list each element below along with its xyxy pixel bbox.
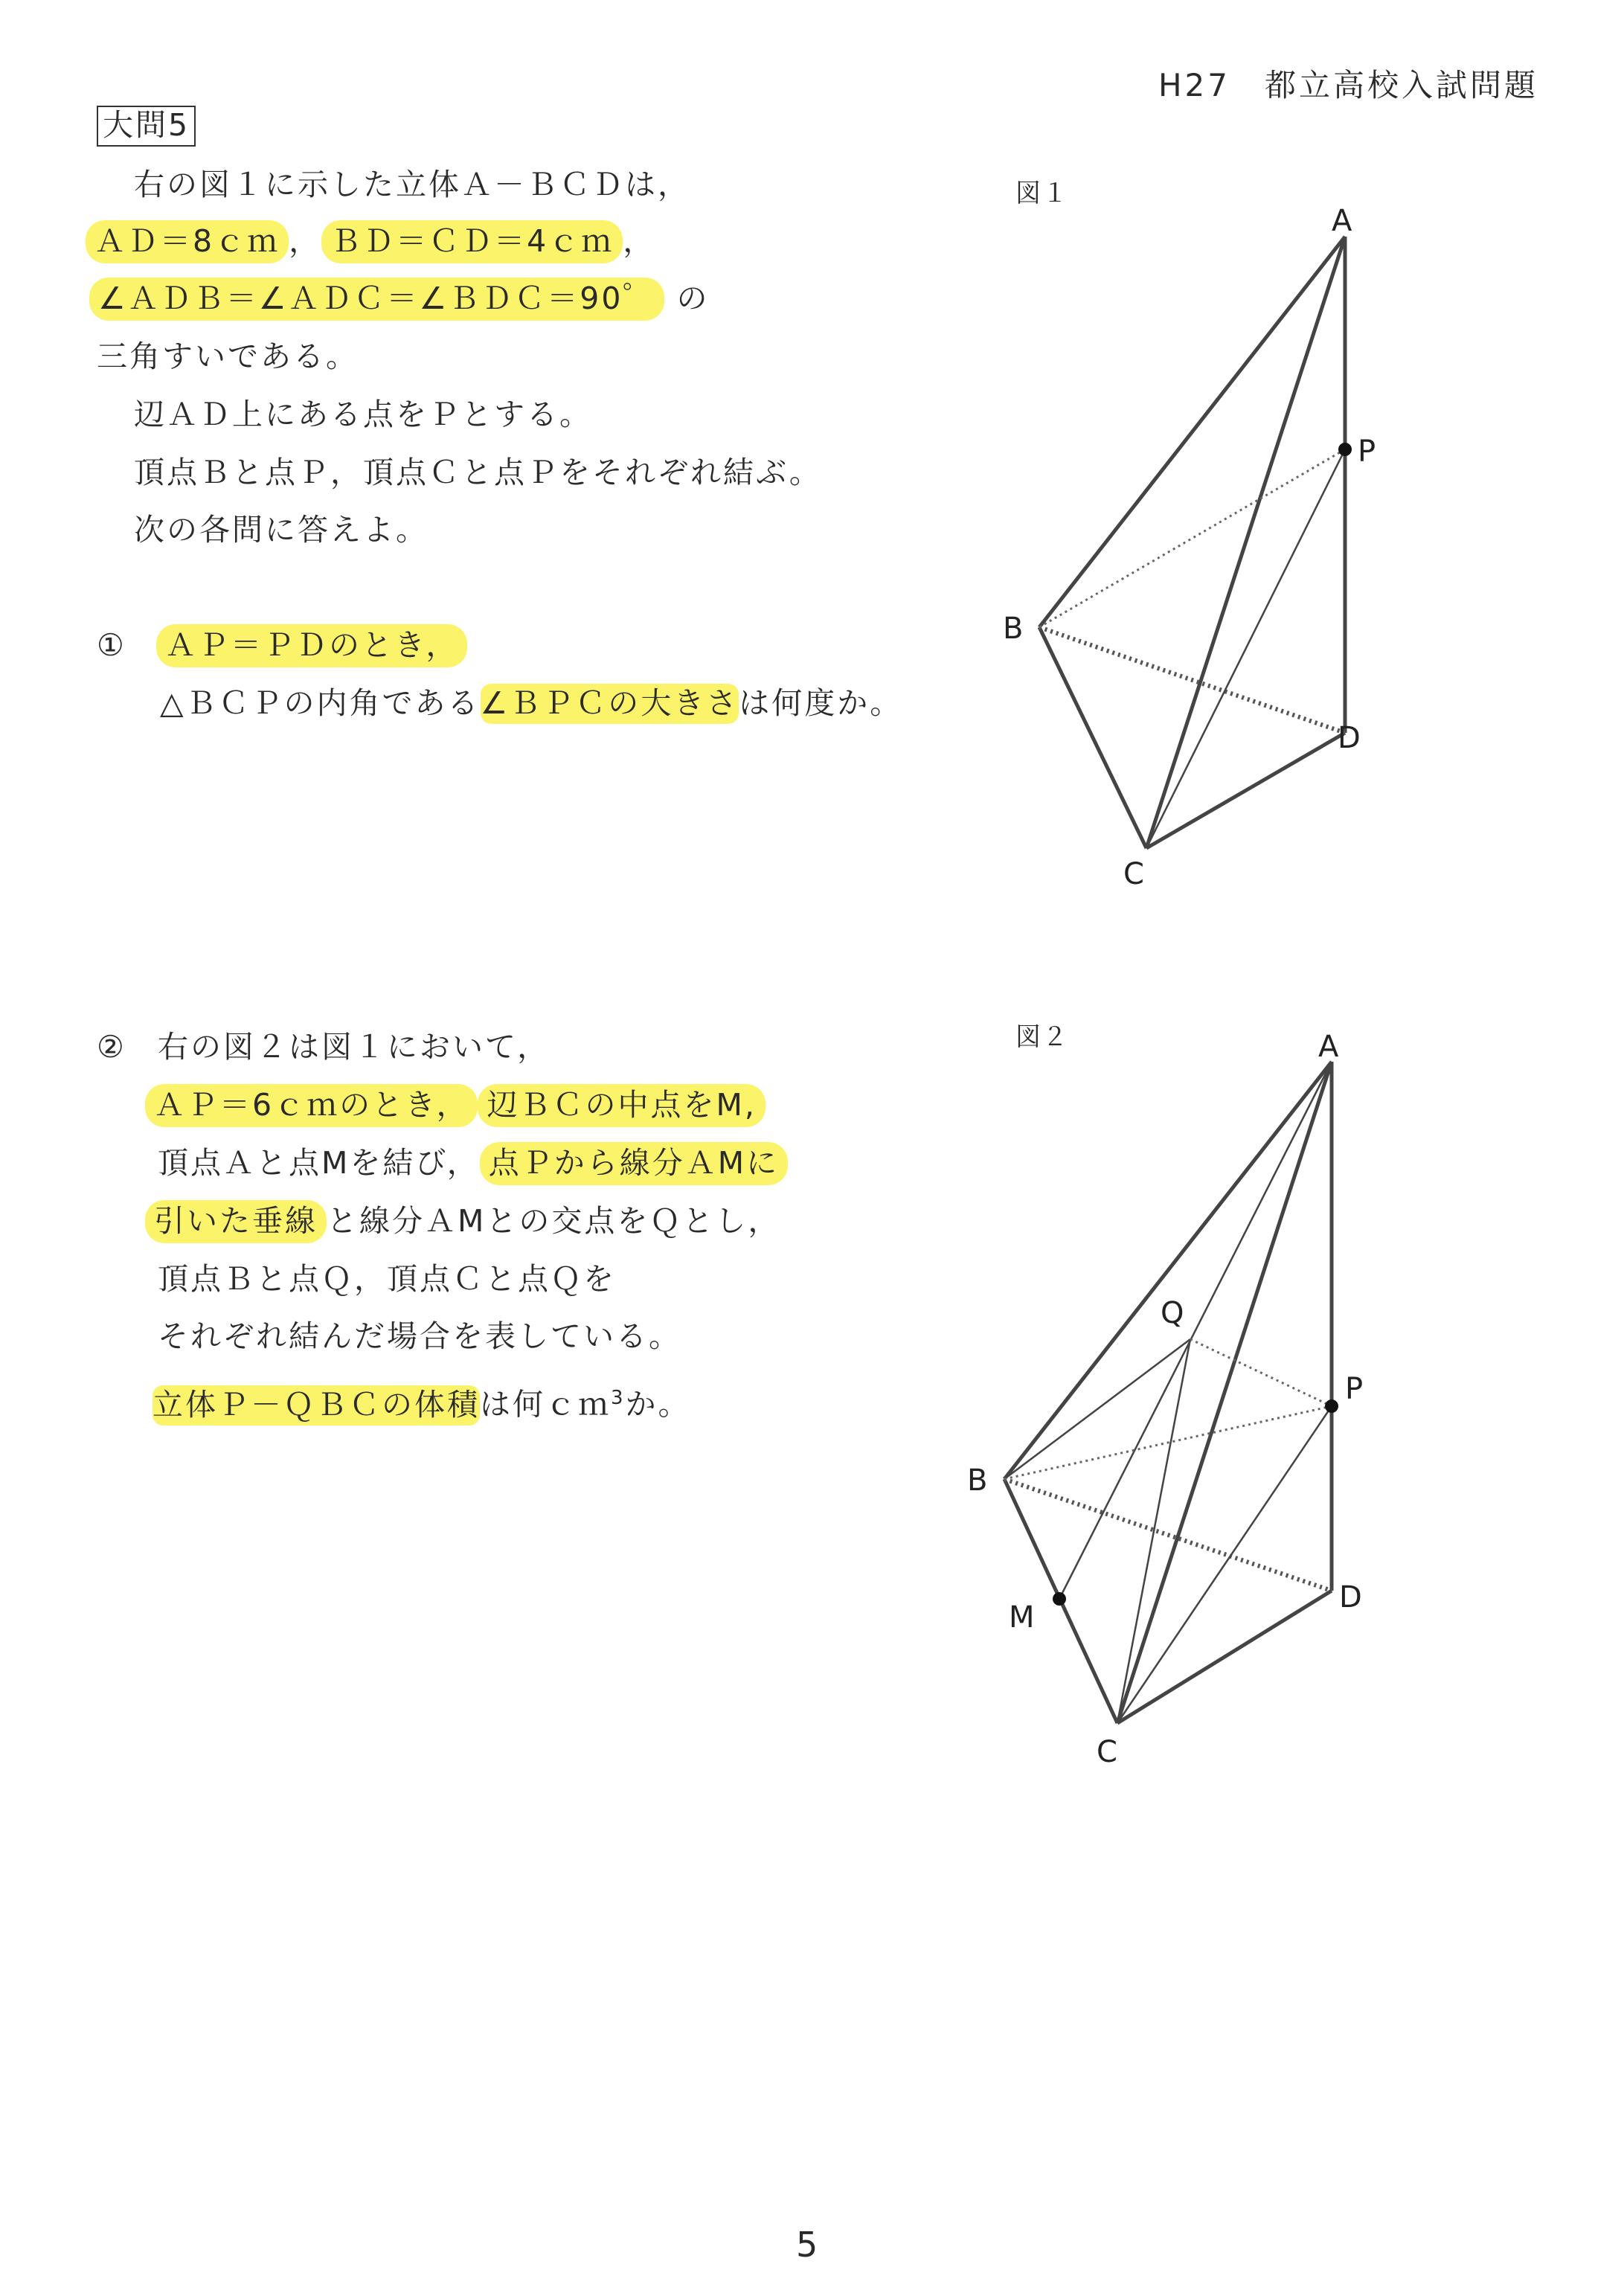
page-number: 5 xyxy=(796,2225,818,2265)
intro-line-3: ∠ＡＤＢ＝∠ＡＤＣ＝∠ＢＤＣ＝90゜ の xyxy=(89,283,709,314)
q2-line-7: 立体Ｐ－ＱＢＣの体積は何ｃｍ$^3$か。 xyxy=(153,1388,691,1420)
segment-cp xyxy=(1146,449,1345,848)
highlight-angle-bpc: ∠ＢＰＣの大きさ xyxy=(481,684,739,724)
figure-2-label: 図２ xyxy=(1015,1022,1069,1052)
fig2-vertex-d: D xyxy=(1339,1580,1362,1614)
fig1-vertex-c: C xyxy=(1123,857,1144,891)
intro-line-1: 右の図１に示した立体Ａ－ＢＣＤは， xyxy=(134,167,690,202)
fig2-vertex-m: M xyxy=(1009,1600,1035,1635)
highlight-ap-pd: ＡＰ＝ＰＤのとき， xyxy=(156,624,467,667)
fig2-vertex-b: B xyxy=(967,1463,988,1498)
q1-line-2: △ＢＣＰの内角である∠ＢＰＣの大きさは何度か。 xyxy=(160,688,902,719)
q1-number: ① xyxy=(97,627,126,663)
edge-ab xyxy=(1004,1062,1332,1479)
figure-2-vertex-labels xyxy=(967,1030,1363,1769)
edge-cd xyxy=(1117,1591,1332,1723)
fig2-vertex-c: C xyxy=(1097,1735,1117,1769)
intro-line-6: 頂点Ｂと点Ｐ，頂点Ｃと点Ｐをそれぞれ結ぶ。 xyxy=(134,455,822,490)
intro-line-2: ＡＤ＝8ｃｍ ， ＢＤ＝ＣＤ＝4ｃｍ ， xyxy=(86,226,655,257)
highlight-perpendicular-2: 引いた垂線 xyxy=(145,1200,327,1243)
figure-2 xyxy=(1004,1062,1338,1723)
intro-line-4: 三角すいである。 xyxy=(97,339,359,374)
q2-line-6: それぞれ結んだ場合を表している。 xyxy=(158,1318,681,1354)
highlight-right-angles: ∠ＡＤＢ＝∠ＡＤＣ＝∠ＢＤＣ＝90゜ xyxy=(89,278,664,321)
edge-bd-hidden xyxy=(1039,627,1345,733)
fig2-vertex-p: P xyxy=(1345,1372,1364,1406)
figure-1-vertex-labels xyxy=(1003,204,1376,891)
highlight-volume: 立体Ｐ－ＱＢＣの体積 xyxy=(153,1385,480,1426)
highlight-perpendicular-1: 点Ｐから線分ＡMに xyxy=(480,1142,788,1185)
edge-ac xyxy=(1117,1062,1332,1723)
point-p-dot xyxy=(1338,443,1352,456)
intro-line-7: 次の各問に答えよ。 xyxy=(134,512,429,548)
q2-line-3: 頂点Ａと点Mを結び， 点Ｐから線分ＡMに xyxy=(158,1148,788,1179)
fig1-vertex-p: P xyxy=(1358,434,1376,469)
point-m-dot xyxy=(1053,1592,1066,1606)
fig1-vertex-d: D xyxy=(1338,721,1361,755)
edge-bd-hidden xyxy=(1004,1479,1332,1591)
q2-number: ② xyxy=(97,1029,126,1065)
edge-ab xyxy=(1039,237,1345,627)
figure-1 xyxy=(1039,237,1352,848)
intro-line-5: 辺ＡＤ上にある点をＰとする。 xyxy=(134,397,592,432)
highlight-ad-length: ＡＤ＝8ｃｍ xyxy=(86,220,289,263)
fig2-vertex-q: Q xyxy=(1161,1296,1184,1330)
edge-ac xyxy=(1146,237,1345,848)
fig1-vertex-b: B xyxy=(1003,612,1024,646)
page-header: H27 都立高校入試問題 xyxy=(1158,67,1538,103)
segment-bp-hidden xyxy=(1039,449,1345,627)
segment-qp-hidden xyxy=(1190,1339,1332,1406)
q2-line-4: 引いた垂線 と線分ＡMとの交点をＱとし， xyxy=(145,1206,780,1237)
highlight-bd-cd-length: ＢＤ＝ＣＤ＝4ｃｍ xyxy=(321,220,623,263)
point-p-dot xyxy=(1325,1399,1338,1413)
q2-line-5: 頂点Ｂと点Ｑ，頂点Ｃと点Ｑを xyxy=(158,1261,616,1297)
edge-cd xyxy=(1146,733,1345,848)
highlight-midpoint-m: 辺ＢＣの中点をM, xyxy=(478,1084,765,1127)
fig1-vertex-a: A xyxy=(1332,204,1352,238)
section-label: 大問5 xyxy=(97,106,196,147)
fig2-vertex-a: A xyxy=(1318,1030,1339,1064)
figure-1-label: 図１ xyxy=(1015,179,1069,208)
segment-cp xyxy=(1117,1406,1332,1723)
segment-am xyxy=(1059,1062,1332,1599)
q2-line-1: 右の図２は図１において， xyxy=(158,1029,551,1065)
highlight-ap-6cm: ＡＰ＝6ｃｍのとき， xyxy=(145,1084,478,1127)
